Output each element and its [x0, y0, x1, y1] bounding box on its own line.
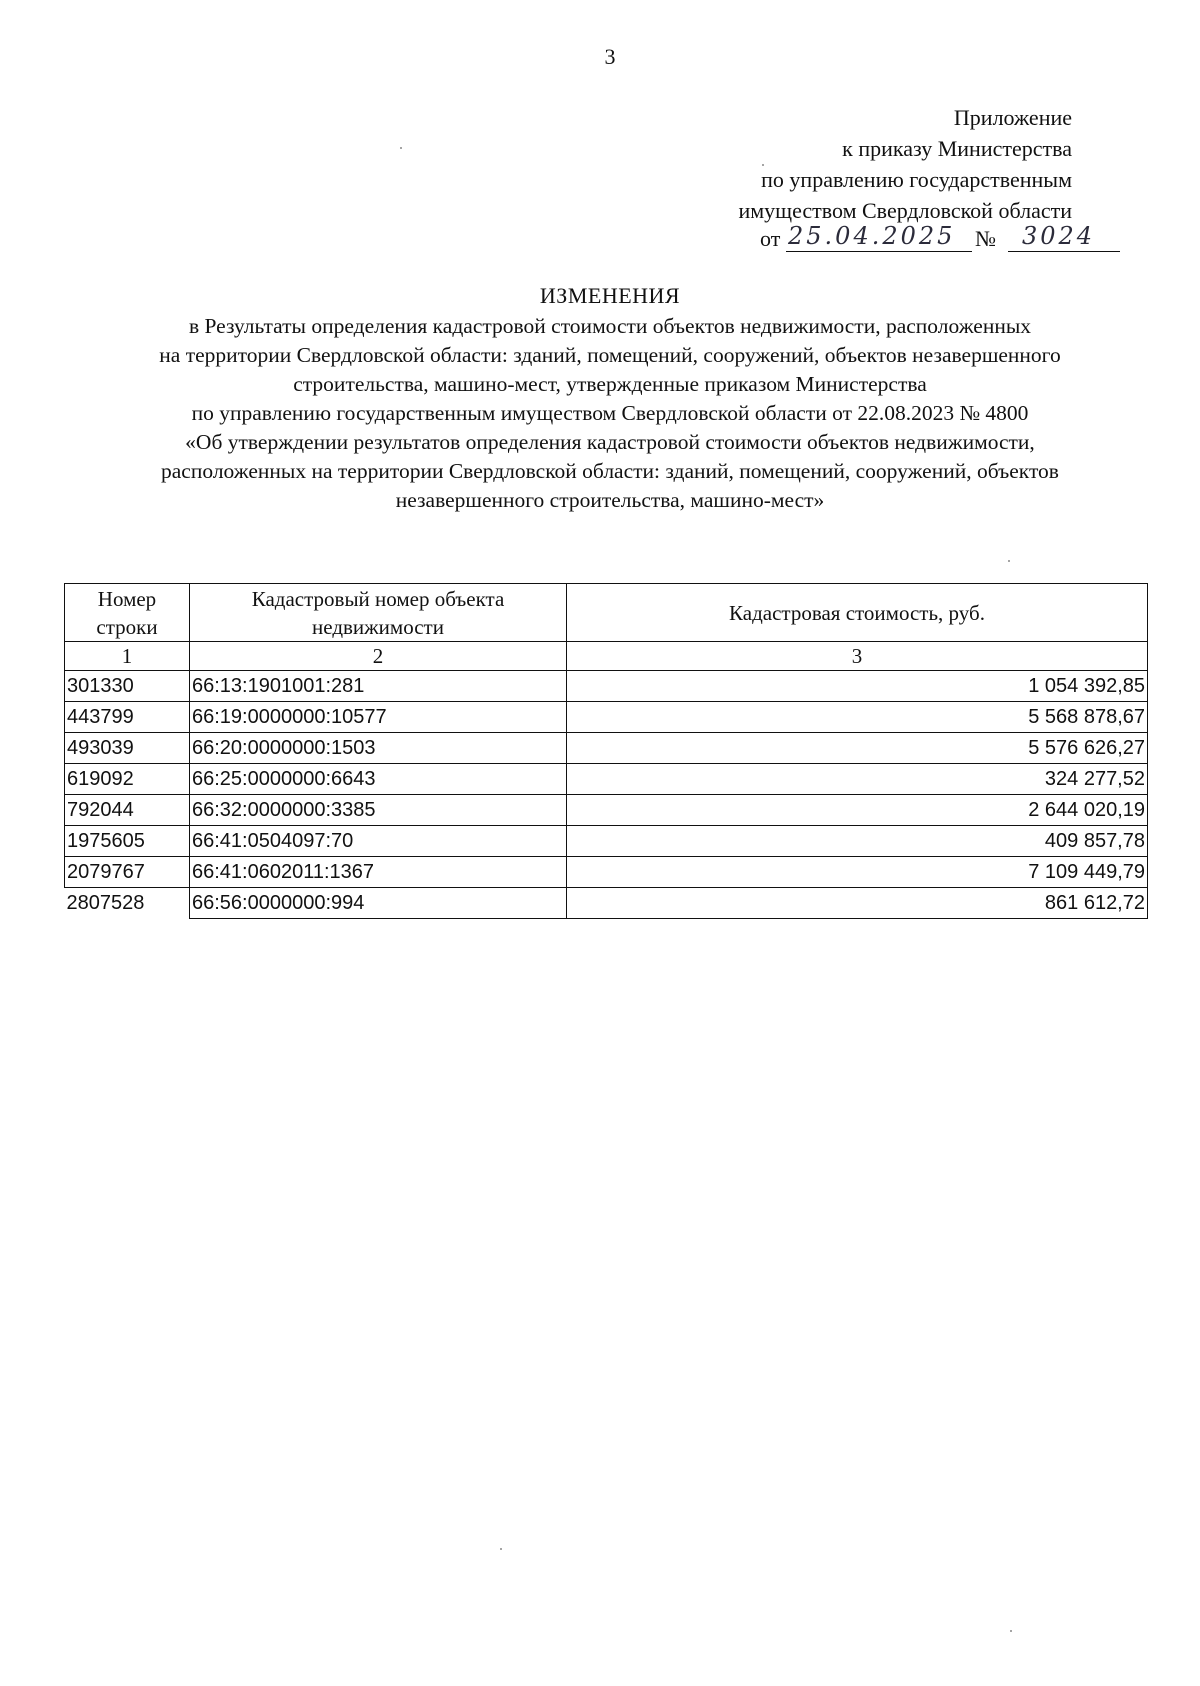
cell-cadastral-value: 1 054 392,85 [567, 671, 1148, 702]
subtitle-line: в Результаты определения кадастровой стоимости объектов недвижимости, расположенных [188, 314, 1032, 338]
scan-speck [1008, 560, 1010, 562]
cell-cadastral-number: 66:20:0000000:1503 [190, 733, 567, 764]
subtitle-line: «Об утверждении результатов определения кадастровой стоимости объектов недвижимости, [185, 430, 1035, 454]
cell-row-number: 2079767 [65, 857, 190, 888]
cell-cadastral-number: 66:25:0000000:6643 [190, 764, 567, 795]
subtitle-line: незавершенного строительства, машино-мест» [395, 488, 825, 512]
scan-speck [1010, 1630, 1012, 1632]
table-row [65, 764, 1148, 795]
cell-cadastral-value: 861 612,72 [567, 888, 1148, 919]
cell-row-number: 301330 [65, 671, 190, 702]
table-row [65, 733, 1148, 764]
table-row [65, 671, 1148, 702]
handwritten-order-number: 3024 [1022, 222, 1096, 250]
cell-cadastral-number: 66:19:0000000:10577 [190, 702, 567, 733]
subtitle-line: по управлению государственным имуществом Свердловской области от 22.08.2023 № 4800 [191, 401, 1029, 425]
scan-speck [762, 164, 764, 166]
cell-cadastral-number: 66:41:0504097:70 [190, 826, 567, 857]
order-date-number-line [760, 222, 1140, 256]
cell-cadastral-number: 66:13:1901001:281 [190, 671, 567, 702]
cadastral-value-table [64, 583, 1148, 919]
cell-row-number: 2807528 [65, 888, 190, 919]
table-row [65, 826, 1148, 857]
page-number: 3 [604, 44, 616, 69]
cell-row-number: 619092 [65, 764, 190, 795]
table-column-numbers-row [65, 642, 1148, 671]
header-cadastral-number-line1: Кадастровый номер объекта [251, 586, 505, 611]
column-number: 1 [65, 642, 190, 671]
table-row [65, 857, 1148, 888]
order-date-underline [786, 251, 972, 252]
appendix-line: к приказу Министерства [842, 136, 1072, 161]
cell-cadastral-value: 409 857,78 [567, 826, 1148, 857]
scan-speck [400, 147, 402, 149]
header-cadastral-number [190, 584, 567, 642]
document-title: ИЗМЕНЕНИЯ [539, 283, 681, 308]
subtitle-line: расположенных на территории Свердловской области: зданий, помещений, сооружений, объектов [161, 459, 1059, 483]
cell-cadastral-value: 5 576 626,27 [567, 733, 1148, 764]
handwritten-order-date: 25.04.2025 [788, 222, 956, 250]
column-number: 3 [567, 642, 1148, 671]
scan-speck [500, 1548, 502, 1550]
cell-cadastral-value: 2 644 020,19 [567, 795, 1148, 826]
table-row [65, 795, 1148, 826]
appendix-line: по управлению государственным [761, 167, 1072, 192]
document-subtitle [60, 312, 1160, 515]
header-row-number [65, 584, 190, 642]
header-row-number-line2: строки [96, 614, 158, 639]
cell-cadastral-value: 324 277,52 [567, 764, 1148, 795]
table-header-row [65, 584, 1148, 642]
cell-cadastral-number: 66:41:0602011:1367 [190, 857, 567, 888]
cell-cadastral-number: 66:56:0000000:994 [190, 888, 567, 919]
cell-row-number: 443799 [65, 702, 190, 733]
header-cadastral-value: Кадастровая стоимость, руб. [567, 584, 1148, 642]
cell-cadastral-number: 66:32:0000000:3385 [190, 795, 567, 826]
cell-row-number: 493039 [65, 733, 190, 764]
cell-row-number: 792044 [65, 795, 190, 826]
appendix-line: имуществом Свердловской области [738, 198, 1072, 223]
cell-row-number: 1975605 [65, 826, 190, 857]
appendix-header [552, 102, 1072, 226]
column-number: 2 [190, 642, 567, 671]
header-row-number-line1: Номер [97, 586, 157, 611]
subtitle-line: на территории Свердловской области: зданий, помещений, сооружений, объектов незавершенного [159, 343, 1061, 367]
header-cadastral-number-line2: недвижимости [312, 614, 444, 639]
order-number-underline [1008, 251, 1120, 252]
order-from-label: от [760, 226, 781, 251]
cell-cadastral-value: 7 109 449,79 [567, 857, 1148, 888]
table-row [65, 888, 1148, 919]
subtitle-line: строительства, машино-мест, утвержденные приказом Министерства [293, 372, 927, 396]
table-row [65, 702, 1148, 733]
appendix-line: Приложение [953, 105, 1072, 130]
order-number-label: № [975, 226, 996, 251]
cell-cadastral-value: 5 568 878,67 [567, 702, 1148, 733]
